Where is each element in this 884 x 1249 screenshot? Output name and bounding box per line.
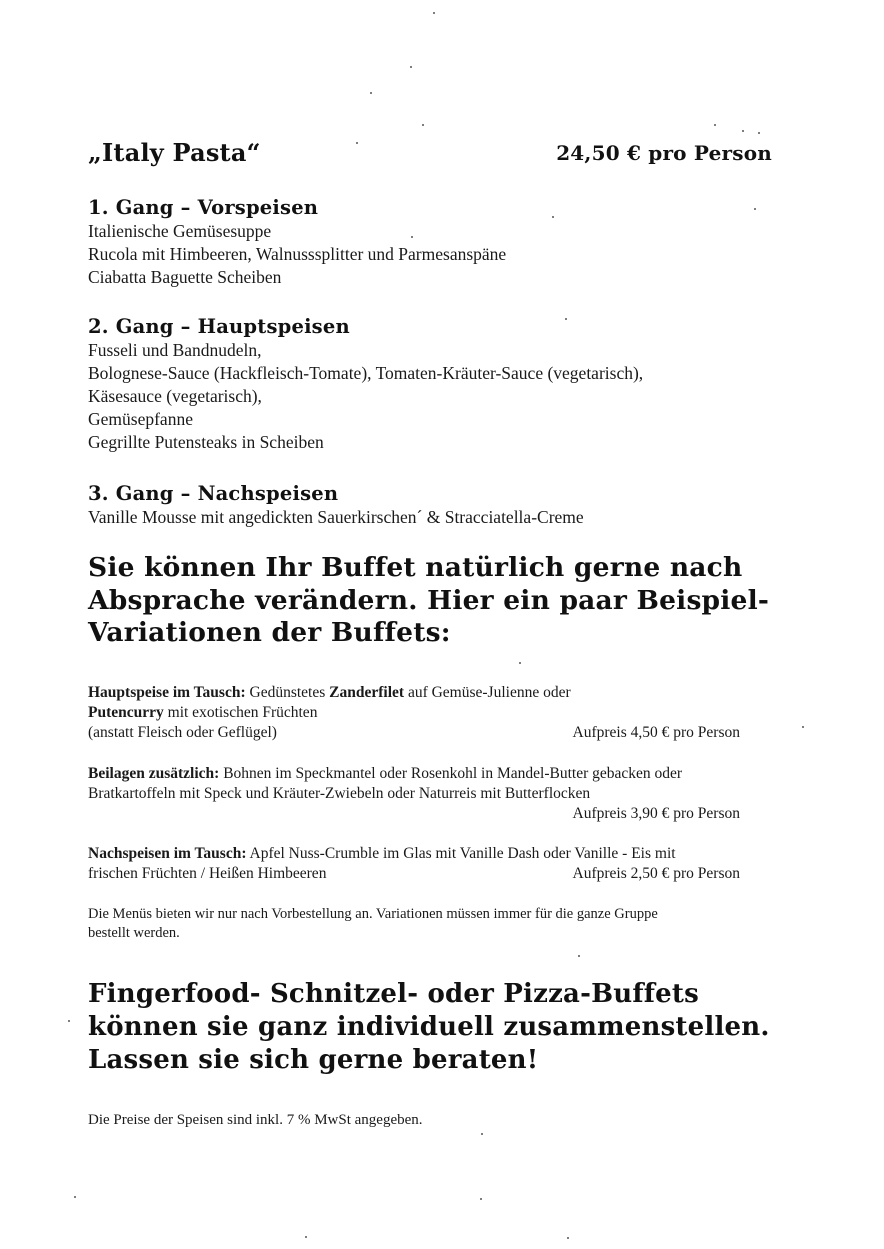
course-item: Gemüsepfanne	[88, 409, 193, 429]
course-heading: 3. Gang – Nachspeisen	[88, 482, 339, 505]
heading-line: Fingerfood- Schnitzel- oder Pizza-Buffets	[88, 979, 699, 1009]
course-item: Ciabatta Baguette Scheiben	[88, 267, 282, 287]
variation-sides	[88, 764, 740, 824]
menu-price: 24,50 € pro Person	[556, 141, 772, 165]
heading-line: Variationen der Buffets:	[88, 617, 451, 648]
fingerfood-heading	[88, 978, 770, 1077]
variation-text: (anstatt Fleisch oder Geflügel)	[88, 724, 277, 741]
course-item: Rucola mit Himbeeren, Walnusssplitter und Parmesanspäne	[88, 244, 507, 264]
surcharge: Aufpreis 3,90 € pro Person	[572, 805, 740, 822]
heading-line: Absprache verändern. Hier ein paar Beispiel-	[88, 584, 770, 616]
course-item: Bolognese-Sauce (Hackfleisch-Tomate), Tomaten-Kräuter-Sauce (vegetarisch),	[88, 363, 644, 383]
course-desserts	[88, 482, 584, 529]
variation-highlight: Zanderfilet	[329, 684, 405, 701]
preorder-notice	[88, 905, 658, 943]
surcharge: Aufpreis 2,50 € pro Person	[572, 865, 740, 882]
course-item: Italienische Gemüsesuppe	[88, 221, 272, 241]
variation-label: Hauptspeise im Tausch:	[88, 684, 246, 701]
notice-line: bestellt werden.	[88, 925, 180, 941]
course-starters	[88, 196, 506, 289]
variations-heading	[88, 552, 769, 650]
variation-text: mit exotischen Früchten	[163, 704, 318, 721]
course-item: Gegrillte Putensteaks in Scheiben	[88, 432, 324, 452]
variation-main	[88, 683, 740, 743]
course-item: Käsesauce (vegetarisch),	[88, 386, 262, 406]
variation-text: Bohnen im Speckmantel oder Rosenkohl in Mandel-Butter gebacken oder	[219, 765, 683, 782]
heading-line: Lassen sie sich gerne beraten!	[88, 1045, 539, 1075]
variation-label: Nachspeisen im Tausch:	[88, 845, 247, 862]
course-mains	[88, 315, 643, 454]
variation-highlight: Putencurry	[88, 704, 164, 721]
variation-text: auf Gemüse-Julienne oder	[404, 684, 571, 701]
variation-text: frischen Früchten / Heißen Himbeeren	[88, 865, 327, 882]
course-heading: 2. Gang – Hauptspeisen	[88, 315, 350, 338]
variation-label: Beilagen zusätzlich:	[88, 765, 220, 782]
course-heading: 1. Gang – Vorspeisen	[88, 196, 319, 219]
menu-title: „Italy Pasta“	[88, 138, 261, 167]
variation-text: Apfel Nuss-Crumble im Glas mit Vanille Dash oder Vanille - Eis mit	[246, 845, 676, 862]
course-item: Fusseli und Bandnudeln,	[88, 340, 262, 360]
variation-text: Gedünstetes	[245, 684, 330, 701]
heading-line: Sie können Ihr Buffet natürlich gerne nach	[88, 552, 743, 583]
variation-text: Bratkartoffeln mit Speck und Kräuter-Zwiebeln oder Naturreis mit Butterflocken	[88, 785, 591, 802]
vat-note: Die Preise der Speisen sind inkl. 7 % MwSt angegeben.	[88, 1112, 423, 1128]
notice-line: Die Menüs bieten wir nur nach Vorbestellung an. Variationen müssen immer für die ganze Gruppe	[88, 906, 658, 922]
variation-dessert	[88, 844, 740, 884]
heading-line: können sie ganz individuell zusammenstellen.	[88, 1012, 770, 1042]
surcharge: Aufpreis 4,50 € pro Person	[572, 724, 740, 741]
course-item: Vanille Mousse mit angedickten Sauerkirschen´ & Stracciatella-Creme	[88, 507, 584, 527]
